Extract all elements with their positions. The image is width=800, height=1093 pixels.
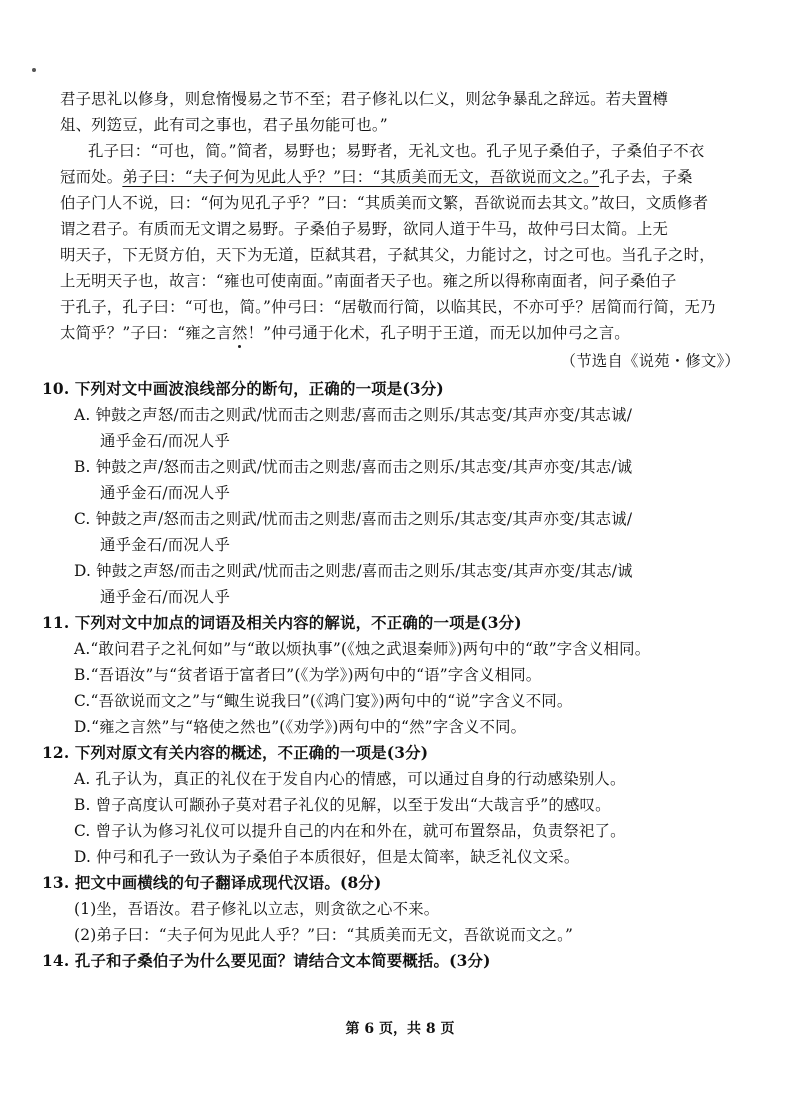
passage-line-2: 俎、列笾豆，此有司之事也，君子虽勿能可也。” xyxy=(60,116,388,134)
q13-stem: 13. 把文中画横线的句子翻译成现代汉语。(8分) xyxy=(42,874,382,892)
q11-option-c: C.“吾欲说而文之”与“鲰生说我曰”(《鸿门宴》)两句中的“说”字含义不同。 xyxy=(74,692,573,710)
q11-option-b: B.“吾语汝”与“贫者语于富者曰”(《为学》)两句中的“语”字含义相同。 xyxy=(74,666,542,684)
q10-option-a-line1: A. 钟鼓之声怒/而击之则武/忧而击之则悲/喜而击之则乐/其志变/其声亦变/其志诚/ xyxy=(74,406,633,424)
passage-line-10: 太简乎？”子曰：“雍之言然！”仲弓通于化术，孔子明于王道，而无以加仲弓之言。 xyxy=(60,324,630,342)
q12-option-c: C. 曾子认为修习礼仪可以提升自己的内在和外在，就可布置祭品，负责祭祀了。 xyxy=(74,822,626,840)
q13-item-1: (1)坐，吾语汝。君子修礼以立志，则贪欲之心不来。 xyxy=(74,900,440,918)
passage-source: （节选自《说苑・修文》） xyxy=(560,352,740,370)
q12-option-a: A. 孔子认为，真正的礼仪在于发自内心的情感，可以通过自身的行动感染别人。 xyxy=(74,770,626,788)
passage-line-6: 谓之君子。有质而无文谓之易野。子桑伯子易野，欲同人道于牛马，故仲弓曰太简。上无 xyxy=(60,220,669,238)
q12-option-d: D. 仲弓和孔子一致认为子桑伯子本质很好，但是太简率，缺乏礼仪文采。 xyxy=(74,848,580,866)
q11-option-d: D.“雍之言然”与“辂使之然也”(《劝学》)两句中的“然”字含义不同。 xyxy=(74,718,527,736)
passage-line-3: 孔子曰：“可也，简。”简者，易野也；易野者，无礼文也。孔子见子桑伯子，子桑伯子不衣 xyxy=(88,142,705,160)
q10-option-a-line2: 通乎金石/而况人乎 xyxy=(100,432,231,450)
q13-item-2: (2)弟子曰：“夫子何为见此人乎？”曰：“其质美而无文，吾欲说而文之。” xyxy=(74,926,574,944)
emphasis-dot xyxy=(238,345,241,348)
q10-option-c-line2: 通乎金石/而况人乎 xyxy=(100,536,231,554)
q11-stem: 11. 下列对文中加点的词语及相关内容的解说，不正确的一项是(3分) xyxy=(42,614,522,632)
q10-option-c-line1: C. 钟鼓之声/怒而击之则武/忧而击之则悲/喜而击之则乐/其志变/其声亦变/其志诚/ xyxy=(74,510,633,528)
page-number: 第 6 页，共 8 页 xyxy=(345,1021,455,1037)
q10-option-b-line1: B. 钟鼓之声/怒而击之则武/忧而击之则悲/喜而击之则乐/其志变/其声亦变/其志/诚 xyxy=(74,458,633,476)
passage-line-8: 上无明天子也，故言：“雍也可使南面。”南面者天子也。雍之所以得称南面者，问子桑伯子 xyxy=(60,272,677,290)
passage-line-9: 于孔子，孔子曰：“可也，简。”仲弓曰：“居敬而行简，以临其民，不亦可乎？居简而行简，无乃 xyxy=(60,298,716,316)
q10-stem: 10. 下列对文中画波浪线部分的断句，正确的一项是(3分) xyxy=(42,380,444,398)
passage-line-5: 伯子门人不说，曰：“何为见孔子乎？”曰：“其质美而文繁，吾欲说而去其文。”故曰，文质修者 xyxy=(60,194,709,212)
q14-stem: 14. 孔子和子桑伯子为什么要见面？请结合文本简要概括。(3分) xyxy=(42,952,491,970)
margin-dot xyxy=(32,68,36,72)
passage-line-4-text: 冠而处。弟子曰：“夫子何为见此人乎？”曰：“其质美而无文，吾欲说而文之。”孔子去，子桑 xyxy=(60,168,693,186)
q11-option-a: A.“敢问君子之礼何如”与“敢以烦执事”(《烛之武退秦师》)两句中的“敢”字含义相同。 xyxy=(74,640,651,658)
passage-line-7: 明天子，下无贤方伯，天下为无道，臣弑其君，子弑其父，力能讨之，讨之可也。当孔子之时， xyxy=(60,246,715,264)
q12-option-b: B. 曾子高度认可颛孙子莫对君子礼仪的见解，以至于发出“大哉言乎”的感叹。 xyxy=(74,796,611,814)
passage-line-4 xyxy=(0,166,800,188)
underlined-sentence: 弟子曰：“夫子何为见此人乎？”曰：“其质美而无文，吾欲说而文之。” xyxy=(122,168,600,186)
q10-option-b-line2: 通乎金石/而况人乎 xyxy=(100,484,231,502)
q10-option-d-line1: D. 钟鼓之声怒/而击之则武/忧而击之则悲/喜而击之则乐/其志变/其声亦变/其志/诚 xyxy=(74,562,633,580)
q12-stem: 12. 下列对原文有关内容的概述，不正确的一项是(3分) xyxy=(42,744,429,762)
passage-line-1: 君子思礼以修身，则怠惰慢易之节不至；君子修礼以仁义，则忿争暴乱之辞远。若夫置樽 xyxy=(60,90,669,108)
q10-option-d-line2: 通乎金石/而况人乎 xyxy=(100,588,231,606)
